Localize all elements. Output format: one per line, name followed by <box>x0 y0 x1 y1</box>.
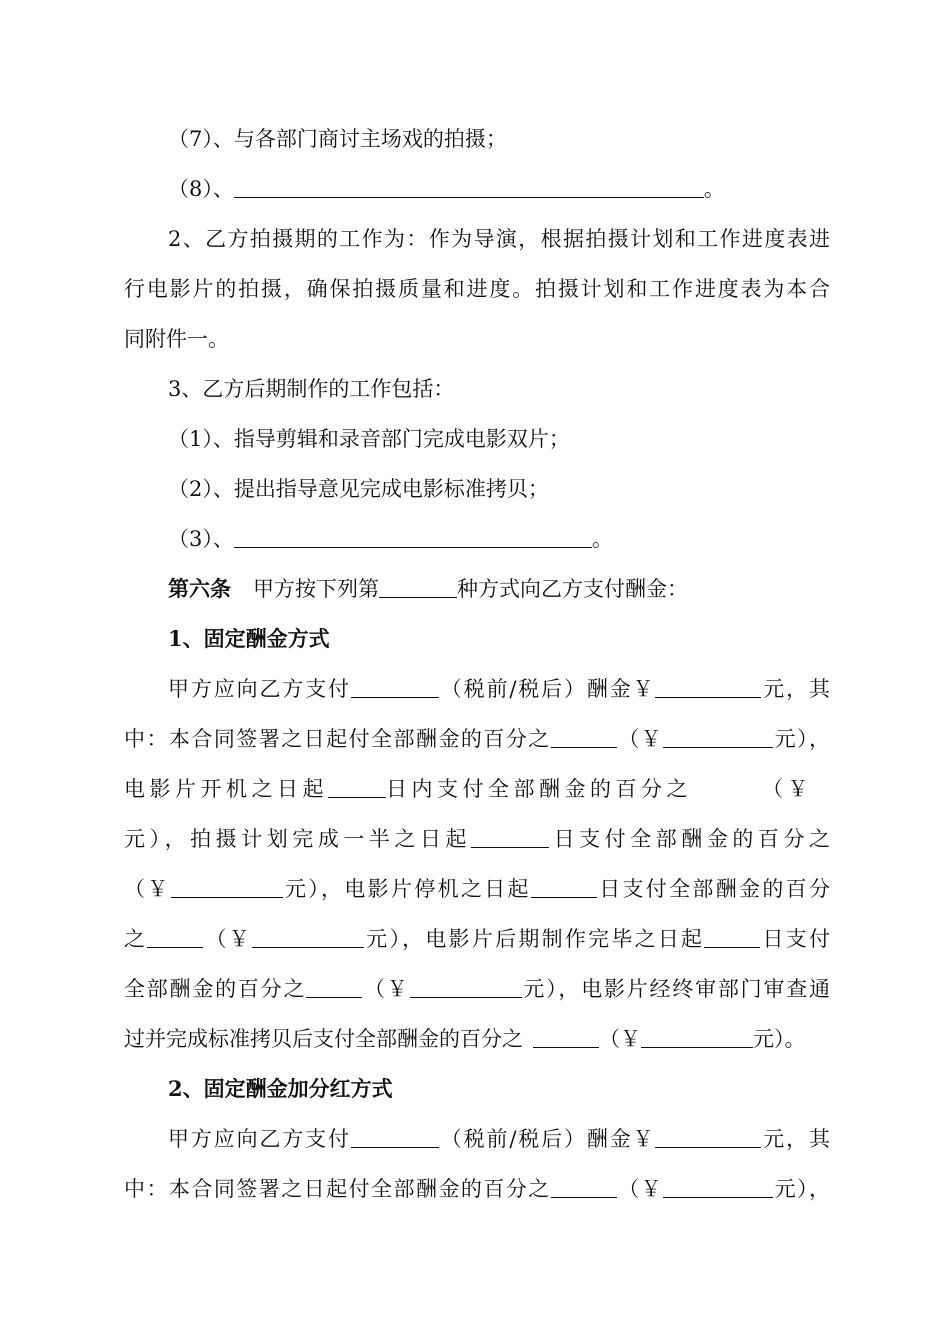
clause-3-heading-text: 3、乙方后期制作的工作包括： <box>168 377 455 401</box>
item-7-text: （7）、与各部门商讨主场戏的拍摄； <box>168 127 507 151</box>
m1-half-amount-blank <box>171 877 283 898</box>
m1-half-days-blank <box>471 827 549 848</box>
clause-2-text-1: 2、乙方拍摄期的工作为：作为导演，根据拍摄计划和工作进度表进 <box>168 227 830 251</box>
m1-l7-text-c: 元），电影片经终审部门审查通 <box>521 977 831 1001</box>
m2-l1-text-a: 甲方应向乙方支付 <box>168 1127 351 1151</box>
method-1-heading-text: 1、固定酬金方式 <box>168 626 330 651</box>
m1-final-percent-blank <box>533 1027 599 1048</box>
post-item-3-suffix: 。 <box>591 527 613 551</box>
m1-l5-text-a: （￥ <box>124 877 171 901</box>
m1-l8-text-a: 过并完成标准拷贝后支付全部酬金的百分之 <box>124 1027 523 1051</box>
m1-signing-percent-blank <box>551 727 617 748</box>
m1-post-amount-blank <box>410 977 522 998</box>
m1-l6-text-d: 日支付 <box>760 927 831 951</box>
m1-l4-text-b: 日支付全部酬金的百分之 <box>549 827 831 851</box>
m1-signing-amount-blank <box>663 727 773 748</box>
m1-l8-text-c: 元）。 <box>753 1027 806 1051</box>
m2-fee-amount-blank <box>655 1127 761 1148</box>
method-1-line-8 <box>124 1024 830 1054</box>
m1-l1-text-b: （税前/税后）酬金￥ <box>438 677 656 701</box>
clause-2-line-3 <box>124 324 830 354</box>
m2-fee-type-blank <box>351 1127 439 1148</box>
post-production-item-2 <box>168 474 830 504</box>
post-production-item-3 <box>168 524 830 554</box>
m1-fee-type-blank <box>351 677 439 698</box>
article-6-title: 第六条 <box>168 576 231 601</box>
m1-l4-text-a: 元），拍摄计划完成一半之日起 <box>124 827 472 851</box>
m1-l6-text-c: 元），电影片后期制作完毕之日起 <box>363 927 705 951</box>
post-item-3-blank <box>234 527 592 548</box>
m1-l3-text-a: 电影片开机之日起 <box>124 777 328 801</box>
method-2-heading <box>168 1074 830 1104</box>
clause-2-line-1 <box>168 224 830 254</box>
m2-signing-amount-blank <box>663 1177 773 1198</box>
article-6-method-blank <box>379 577 457 598</box>
m1-l2-text-c: 元）， <box>773 727 831 751</box>
m2-l1-text-c: 元，其 <box>761 1127 831 1151</box>
shooting-prep-item-8 <box>168 174 830 204</box>
method-2-heading-text: 2、固定酬金加分红方式 <box>168 1076 393 1101</box>
m1-l2-text-a: 中：本合同签署之日起付全部酬金的百分之 <box>124 727 551 751</box>
m1-l7-text-a: 全部酬金的百分之 <box>124 977 307 1001</box>
m1-final-amount-blank <box>641 1027 753 1048</box>
clause-2-line-2 <box>124 274 830 304</box>
m1-l3-text-c: （￥ <box>762 777 813 801</box>
m1-wrap-amount-blank <box>252 927 364 948</box>
method-1-line-3 <box>124 774 830 804</box>
shooting-prep-item-7 <box>168 124 830 154</box>
clause-3-heading <box>168 374 830 404</box>
item-8-blank <box>234 177 704 198</box>
article-6 <box>168 574 830 604</box>
m2-l2-text-c: 元）， <box>773 1177 831 1201</box>
method-2-line-2 <box>124 1174 830 1204</box>
method-1-line-4 <box>124 824 830 854</box>
m2-l2-text-b: （￥ <box>616 1177 664 1201</box>
method-1-line-7 <box>124 974 830 1004</box>
m1-post-percent-blank <box>306 977 362 998</box>
method-1-line-1 <box>168 674 830 704</box>
m2-l1-text-b: （税前/税后）酬金￥ <box>438 1127 656 1151</box>
article-6-text-b: 种方式向乙方支付酬金： <box>457 577 688 601</box>
m1-l3-text-b: 日内支付全部酬金的百分之 <box>386 777 692 801</box>
clause-2-text-2: 行电影片的拍摄，确保拍摄质量和进度。拍摄计划和工作进度表为本合 <box>124 277 830 301</box>
m1-l1-text-c: 元，其 <box>761 677 831 701</box>
m1-start-days-blank <box>328 777 386 798</box>
m1-l7-text-b: （￥ <box>362 977 410 1001</box>
method-1-heading <box>168 624 830 654</box>
m2-signing-percent-blank <box>551 1177 617 1198</box>
method-1-line-6 <box>124 924 830 954</box>
m1-l8-text-b: （￥ <box>599 1027 641 1051</box>
m1-l5-text-b: 元），电影片停机之日起 <box>282 877 531 901</box>
m2-l2-text-a: 中：本合同签署之日起付全部酬金的百分之 <box>124 1177 551 1201</box>
post-item-3-prefix: （3）、 <box>168 527 234 551</box>
method-2-line-1 <box>168 1124 830 1154</box>
m1-fee-amount-blank <box>655 677 761 698</box>
post-item-1-text: （1）、指导剪辑和录音部门完成电影双片； <box>168 427 570 451</box>
item-8-suffix: 。 <box>703 177 725 201</box>
method-1-line-5 <box>124 874 830 904</box>
m1-l1-text-a: 甲方应向乙方支付 <box>168 677 351 701</box>
post-production-item-1 <box>168 424 830 454</box>
m1-wrap-percent-blank <box>147 927 203 948</box>
post-item-2-text: （2）、提出指导意见完成电影标准拷贝； <box>168 477 549 501</box>
m1-l5-text-c: 日支付全部酬金的百分 <box>596 877 830 901</box>
method-1-line-2 <box>124 724 830 754</box>
m1-l2-text-b: （￥ <box>616 727 664 751</box>
article-6-text-a: 甲方按下列第 <box>253 577 379 601</box>
m1-wrap-days-blank <box>531 877 597 898</box>
clause-2-text-3: 同附件一。 <box>124 327 229 351</box>
m1-l6-text-b: （￥ <box>203 927 252 951</box>
m1-post-days-blank <box>704 927 760 948</box>
m1-l6-text-a: 之 <box>124 927 148 951</box>
item-8-prefix: （8）、 <box>168 177 234 201</box>
